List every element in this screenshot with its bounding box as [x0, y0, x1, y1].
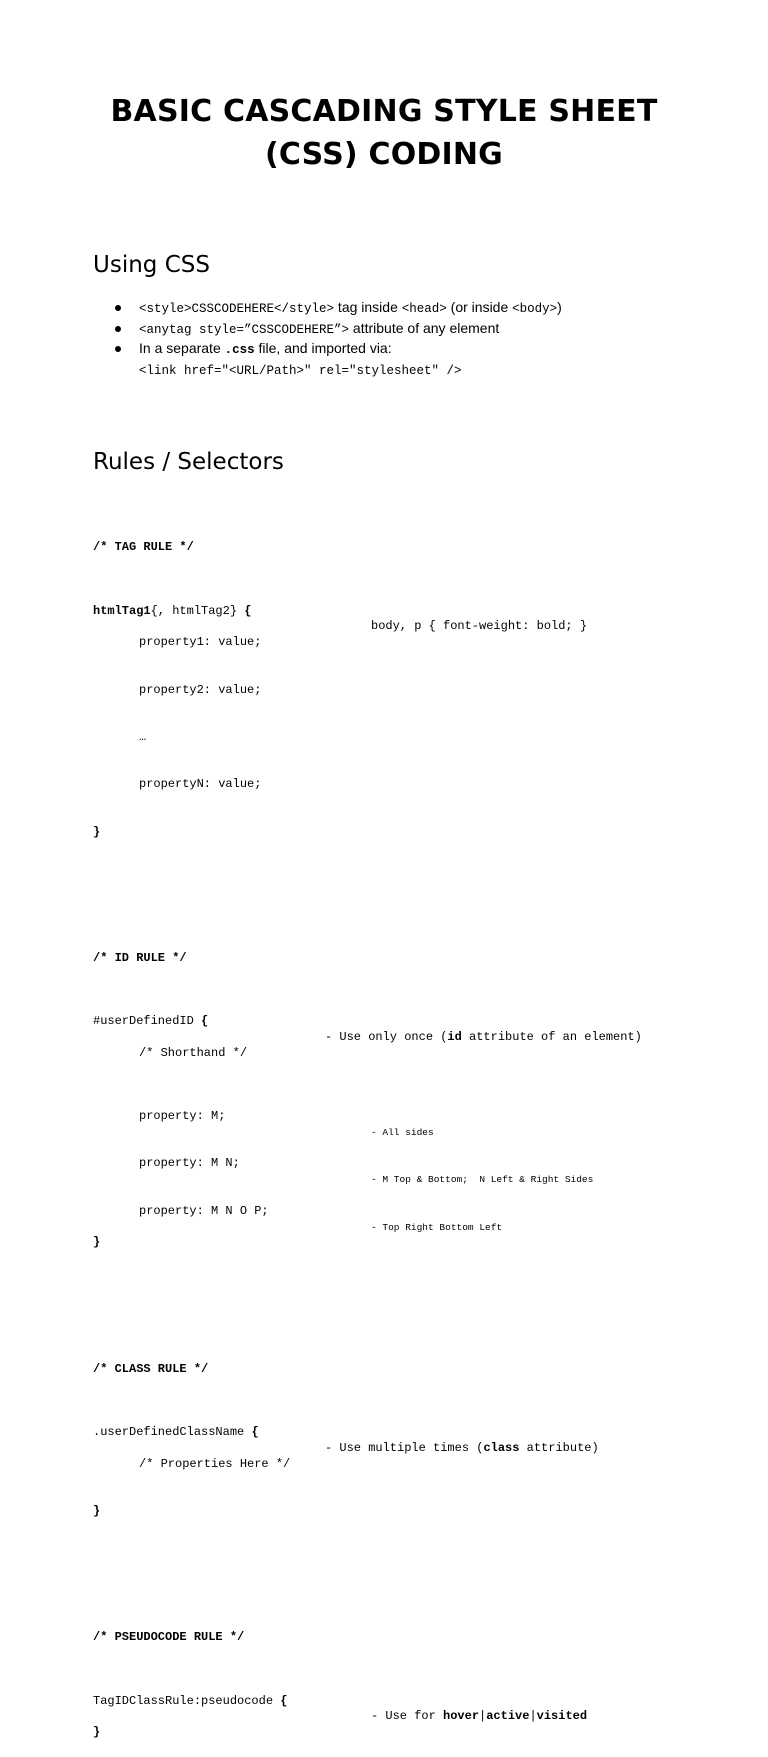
- code-line: [93, 1361, 209, 1378]
- code-style-tag: <style>CSSCODEHERE</style>: [139, 302, 335, 316]
- id-rule-selector: #userDefinedID: [93, 1014, 202, 1029]
- list-item: [93, 339, 562, 380]
- code-line: [93, 1504, 122, 1520]
- open-brace: {: [251, 1425, 259, 1440]
- code-style-attribute: <anytag style=”CSSCODEHERE”>: [139, 322, 350, 337]
- close-brace: }: [93, 1235, 101, 1250]
- separator: |: [529, 1709, 537, 1724]
- bullet-icon: [115, 346, 121, 352]
- id-rule-note-end: attribute of an element): [461, 1030, 642, 1045]
- code-line: [93, 1045, 248, 1062]
- code-line: [93, 1235, 122, 1251]
- text: In a separate: [139, 340, 225, 356]
- bullet-icon: [115, 305, 121, 311]
- code-line: [93, 999, 642, 1045]
- pseudo-rule-note: - Use for: [371, 1709, 444, 1724]
- code-line: [93, 1456, 291, 1473]
- code-head-tag: <head>: [401, 302, 447, 316]
- code-css-ext: .css: [224, 343, 255, 357]
- text: (or inside: [446, 299, 513, 315]
- code-block: [93, 493, 642, 1757]
- pseudo-rule-selector: TagIDClassRule:pseudocode: [93, 1693, 281, 1708]
- class-keyword: class: [483, 1440, 520, 1455]
- class-rule-comment: /* CLASS RULE */: [93, 1361, 209, 1376]
- section-heading-using-css: Using CSS: [93, 252, 210, 278]
- prop-mn: property: M N;: [139, 1156, 240, 1171]
- class-rule-note: - Use multiple times (: [325, 1440, 484, 1455]
- tag-rule-selector: htmlTag1: [93, 603, 151, 618]
- text: ): [557, 299, 562, 315]
- code-line: [93, 1725, 122, 1741]
- code-line: [93, 1409, 599, 1455]
- code-line: [93, 1188, 503, 1233]
- using-css-list: [93, 298, 562, 380]
- title-line-1: BASIC CASCADING STYLE SHEET: [110, 94, 658, 129]
- tag-rule-ellipsis: …: [139, 729, 147, 744]
- prop-mnop: property: M N O P;: [139, 1203, 269, 1218]
- note-all-sides: - All sides: [371, 1126, 434, 1138]
- code-line: [93, 588, 588, 634]
- code-line: [93, 825, 122, 841]
- title-line-2: (CSS) CODING: [264, 137, 504, 172]
- text: attribute of any element: [349, 319, 500, 336]
- open-brace: {: [280, 1693, 288, 1708]
- tag-rule-example: body, p { font-weight: bold; }: [371, 619, 588, 634]
- tag-rule-prop1: property1: value;: [139, 635, 262, 650]
- code-line: [93, 777, 262, 793]
- visited-keyword: visited: [536, 1709, 588, 1724]
- tag-rule-selector-rest: {, htmlTag2}: [150, 603, 245, 618]
- prop-m: property: M;: [139, 1109, 226, 1124]
- active-keyword: active: [486, 1709, 530, 1724]
- document-title: [0, 90, 768, 176]
- note-mn: - M Top & Bottom; N Left & Right Sides: [371, 1174, 594, 1186]
- code-line: [93, 951, 187, 967]
- code-line: [93, 1141, 594, 1186]
- code-link-tag: <link href="<URL/Path>" rel="stylesheet" />: [139, 363, 462, 378]
- note-mnop: - Top Right Bottom Left: [371, 1221, 503, 1233]
- id-keyword: id: [447, 1030, 462, 1045]
- code-body-tag: <body>: [512, 302, 558, 316]
- tag-rule-prop2: property2: value;: [139, 682, 262, 697]
- text: tag inside: [334, 299, 402, 315]
- section-heading-rules-selectors: Rules / Selectors: [93, 449, 284, 475]
- list-item: [93, 298, 562, 319]
- list-item: [93, 319, 562, 340]
- id-rule-comment: /* ID RULE */: [93, 951, 187, 966]
- text: file, and imported via:: [254, 340, 392, 356]
- tag-rule-propN: propertyN: value;: [139, 777, 262, 792]
- shorthand-comment: /* Shorthand */: [139, 1045, 248, 1060]
- code-line: [93, 635, 262, 651]
- code-line: [93, 1630, 245, 1646]
- pseudo-rule-comment: /* PSEUDOCODE RULE */: [93, 1630, 245, 1645]
- hover-keyword: hover: [443, 1709, 480, 1724]
- code-line: [93, 1093, 434, 1138]
- open-brace: {: [201, 1014, 209, 1029]
- open-brace: {: [244, 603, 252, 618]
- code-line: [93, 729, 147, 746]
- class-rule-note-end: attribute): [519, 1440, 599, 1455]
- close-brace: }: [93, 1504, 101, 1518]
- code-line: [93, 1678, 588, 1724]
- id-rule-note: - Use only once (: [325, 1030, 448, 1045]
- tag-rule-comment: /* TAG RULE */: [93, 540, 194, 555]
- bullet-icon: [115, 326, 121, 332]
- close-brace: }: [93, 824, 101, 839]
- class-props-comment: /* Properties Here */: [139, 1456, 291, 1471]
- code-line: [93, 540, 194, 556]
- close-brace: }: [93, 1725, 101, 1740]
- class-rule-selector: .userDefinedClassName: [93, 1425, 252, 1440]
- code-line: [93, 682, 262, 699]
- separator: |: [479, 1709, 487, 1724]
